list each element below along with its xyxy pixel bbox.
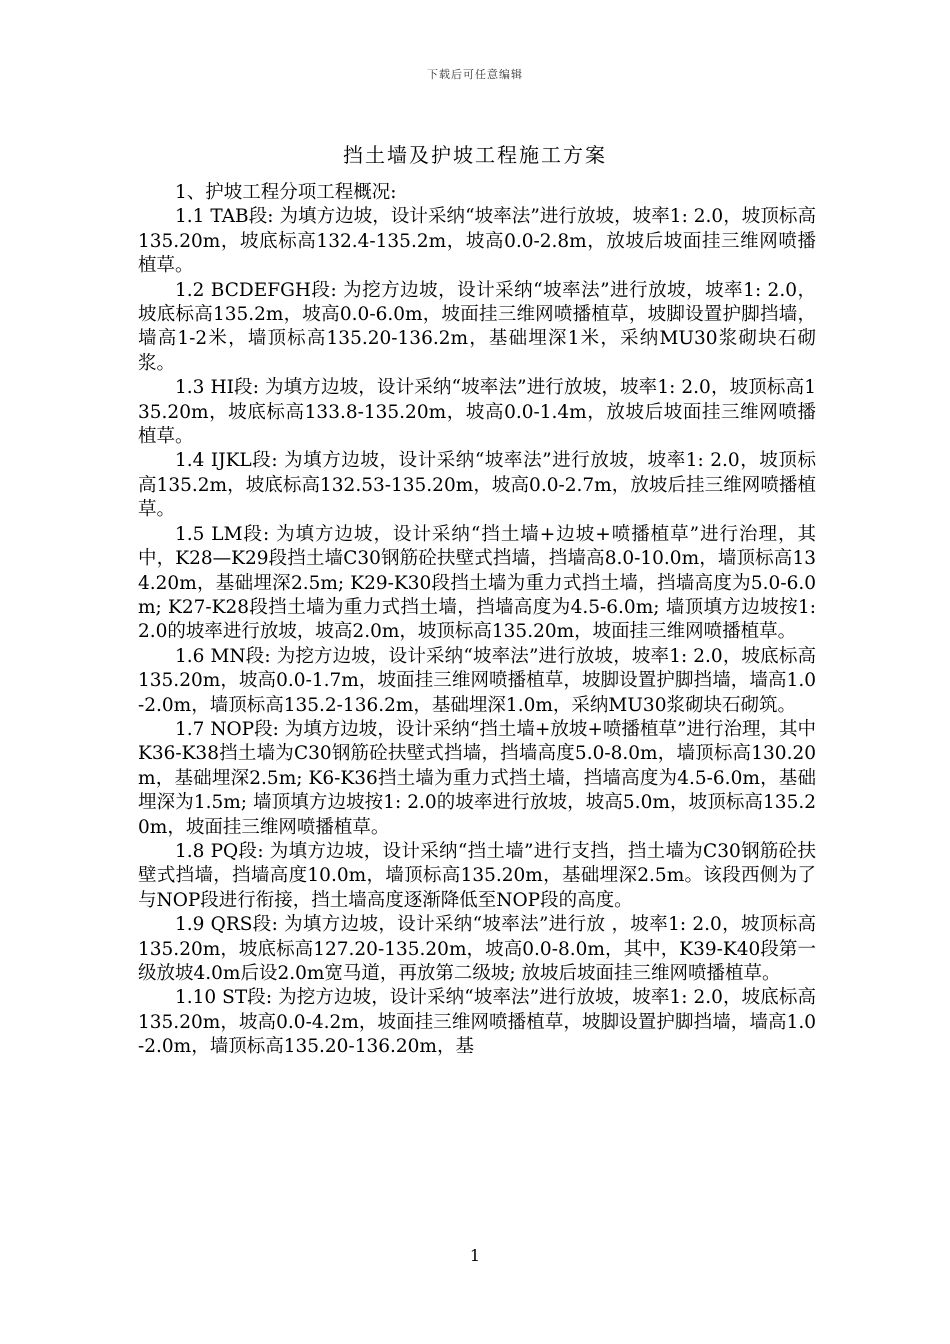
paragraph-1-9: 1.9 QRS段: 为填方边坡，设计采纳“坡率法”进行放 ，坡率1: 2.0，坡顶标高135.20m，坡底标高127.20-135.20m，坡高0.0-8.0m，其中，K39-K40段第一级放坡4.0m后设2.0m宽马道，再放第二级坡; 放坡后坡面挂三维网喷播植草。 [138,914,816,984]
document-title: 挡土墙及护坡工程施工方案 [343,143,607,167]
page-header-note: 下载后可任意编辑 [427,68,523,81]
paragraph-1-10: 1.10 ST段: 为挖方边坡，设计采纳“坡率法”进行放坡，坡率1: 2.0，坡底标高135.20m，坡高0.0-4.2m，坡面挂三维网喷播植草，坡脚设置护脚挡墙，墙高1.0-2.0m，墙顶标高135.20-136.20m，基 [138,987,816,1058]
paragraph-1-7: 1.7 NOP段: 为填方边坡，设计采纳“挡土墙+放坡+喷播植草”进行治理，其中K36-K38挡土墙为C30钢筋砼扶壁式挡墙，挡墙高度5.0-8.0m，墙顶标高130.20m，基础埋深2.5m; K6-K36挡土墙为重力式挡土墙，挡墙高度为4.5-6.0m，基础埋深为1.5m; 墙顶填方边坡按1: 2.0的坡率进行放坡，坡高5.0m，坡顶标高135.20m，坡面挂三维网喷播植草。 [138,718,816,838]
paragraph-1-5: 1.5 LM段: 为填方边坡，设计采纳“挡土墙+边坡+喷播植草”进行治理，其中，K28—K29段挡土墙C30钢筋砼扶壁式挡墙，挡墙高8.0-10.0m，墙顶标高134.20m，基础埋深2.5m; K29-K30段挡土墙为重力式挡土墙，挡墙高度为5.0-6.0m; K27-K28段挡土墙为重力式挡土墙，挡墙高度为4.5-6.0m; 墙顶填方边坡按1: 2.0的坡率进行放坡，坡高2.0m，坡顶标高135.20m，坡面挂三维网喷播植草。 [138,523,816,643]
section-heading: 1、护坡工程分项工程概况: [175,182,397,203]
page-number: 1 [469,1246,481,1265]
document-body [138,181,816,1060]
paragraph-1-4: 1.4 IJKL段: 为填方边坡，设计采纳“坡率法”进行放坡，坡率1: 2.0，坡顶标高135.2m，坡底标高132.53-135.20m，坡高0.0-2.7m，放坡后挂三维网喷播植草。 [138,450,816,521]
paragraph-1-1: 1.1 TAB段: 为填方边坡，设计采纳“坡率法”进行放坡，坡率1: 2.0，坡顶标高135.20m，坡底标高132.4-135.2m，坡高0.0-2.8m，放坡后坡面挂三维网喷播植草。 [138,206,816,277]
paragraph-1-6: 1.6 MN段: 为挖方边坡，设计采纳“坡率法”进行放坡，坡率1: 2.0，坡底标高135.20m，坡高0.0-1.7m，坡面挂三维网喷播植草，坡脚设置护脚挡墙，墙高1.0-2.0m，墙顶标高135.2-136.2m，基础埋深1.0m，采纳MU30浆砌块石砌筑。 [138,645,816,716]
paragraph-1-3: 1.3 HI段: 为填方边坡，设计采纳“坡率法”进行放坡，坡率1: 2.0，坡顶标高135.20m，坡底标高133.8-135.20m，坡高0.0-1.4m，放坡后坡面挂三维网喷播植草。 [138,377,816,448]
paragraph-1-2: 1.2 BCDEFGH段: 为挖方边坡，设计采纳“坡率法”进行放坡，坡率1: 2.0，坡底标高135.2m，坡高0.0-6.0m，坡面挂三维网喷播植草，坡脚设置护脚挡墙，墙高1-2米，墙顶标高135.20-136.2m，基础埋深1米，采纳MU30浆砌块石砌浆。 [138,279,816,374]
paragraph-1-8: 1.8 PQ段: 为填方边坡，设计采纳“挡土墙”进行支挡，挡土墙为C30钢筋砼扶壁式挡墙，挡墙高度10.0m，墙顶标高135.20m，基础埋深2.5m。该段西侧为了与NOP段进行衔接，挡土墙高度逐渐降低至NOP段的高度。 [138,840,816,911]
